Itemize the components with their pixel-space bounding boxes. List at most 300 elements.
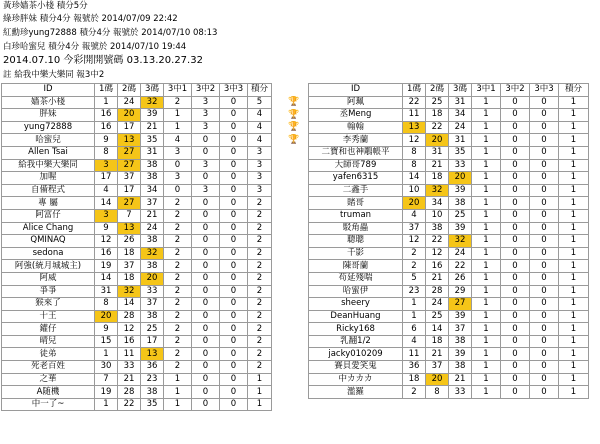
- score-cell: 1: [559, 310, 589, 323]
- hit-count-cell: 1: [472, 197, 501, 210]
- hit-count-cell: 0: [192, 335, 220, 348]
- score-cell: 2: [248, 235, 272, 248]
- score-cell: 1: [559, 209, 589, 222]
- score-cell: 2: [248, 247, 272, 260]
- player-id-cell: sheery: [309, 298, 403, 311]
- picked-number-cell: 2: [403, 247, 426, 260]
- picked-number-cell: 24: [449, 121, 472, 134]
- hit-count-cell: 0: [220, 272, 248, 285]
- picked-number-cell: 3: [95, 209, 118, 222]
- table-row: [309, 323, 589, 336]
- picked-number-cell: 13: [141, 348, 164, 361]
- hit-count-cell: 1: [472, 121, 501, 134]
- hit-count-cell: 0: [501, 96, 530, 109]
- picked-number-cell: 17: [95, 172, 118, 185]
- picked-number-cell: 16: [95, 247, 118, 260]
- score-cell: 3: [248, 146, 272, 159]
- picked-number-cell: 21: [449, 373, 472, 386]
- player-id-cell: 濫羅: [309, 386, 403, 399]
- table-row: [2, 172, 272, 185]
- hit-count-cell: 0: [530, 310, 559, 323]
- table-row: [2, 96, 272, 109]
- picked-number-cell: 18: [426, 172, 449, 185]
- table-row: [309, 121, 589, 134]
- picked-number-cell: 4: [403, 335, 426, 348]
- hit-count-cell: 0: [530, 197, 559, 210]
- picked-number-cell: 35: [141, 398, 164, 411]
- picked-number-cell: 9: [95, 323, 118, 336]
- column-header: 3中1: [472, 84, 501, 97]
- leaderboard-table-right: [308, 83, 589, 399]
- picked-number-cell: 18: [403, 373, 426, 386]
- column-header: 2碼: [426, 84, 449, 97]
- header-line-3: 紅勳珍yung72888 積分4分 報號於 2014/07/10 08:13: [3, 28, 218, 38]
- hit-count-cell: 0: [220, 298, 248, 311]
- hit-count-cell: 0: [501, 146, 530, 159]
- picked-number-cell: 37: [403, 222, 426, 235]
- picked-number-cell: 38: [141, 260, 164, 273]
- hit-count-cell: 2: [164, 335, 192, 348]
- hit-count-cell: 0: [192, 298, 220, 311]
- hit-count-cell: 2: [164, 323, 192, 336]
- table-row: [309, 272, 589, 285]
- picked-number-cell: 9: [95, 222, 118, 235]
- score-cell: 1: [559, 323, 589, 336]
- picked-number-cell: 38: [141, 172, 164, 185]
- picked-number-cell: 24: [118, 96, 141, 109]
- hit-count-cell: 0: [501, 109, 530, 122]
- hit-count-cell: 0: [530, 146, 559, 159]
- picked-number-cell: 16: [118, 335, 141, 348]
- score-cell: 1: [559, 96, 589, 109]
- player-id-cell: truman: [309, 209, 403, 222]
- hit-count-cell: 0: [530, 272, 559, 285]
- hit-count-cell: 2: [164, 298, 192, 311]
- hit-count-cell: 0: [220, 386, 248, 399]
- hit-count-cell: 0: [501, 121, 530, 134]
- score-cell: 2: [248, 197, 272, 210]
- score-cell: 3: [248, 159, 272, 172]
- hit-count-cell: 1: [472, 373, 501, 386]
- hit-count-cell: 2: [164, 285, 192, 298]
- picked-number-cell: 37: [141, 298, 164, 311]
- picked-number-cell: 21: [426, 348, 449, 361]
- picked-number-cell: 15: [95, 335, 118, 348]
- player-id-cell: sedona: [2, 247, 95, 260]
- picked-number-cell: 7: [95, 373, 118, 386]
- player-id-cell: 賽貝愛笑鬼: [309, 361, 403, 374]
- picked-number-cell: 37: [141, 197, 164, 210]
- hit-count-cell: 2: [164, 310, 192, 323]
- picked-number-cell: 34: [449, 109, 472, 122]
- hit-count-cell: 1: [472, 285, 501, 298]
- picked-number-cell: 12: [403, 134, 426, 147]
- player-id-cell: Alice Chang: [2, 222, 95, 235]
- table-row: [309, 109, 589, 122]
- table-row: [309, 184, 589, 197]
- table-row: [309, 260, 589, 273]
- picked-number-cell: 35: [141, 134, 164, 147]
- hit-count-cell: 0: [501, 298, 530, 311]
- hit-count-cell: 2: [164, 272, 192, 285]
- column-header: ID: [2, 84, 95, 97]
- picked-number-cell: 11: [403, 109, 426, 122]
- picked-number-cell: 39: [141, 109, 164, 122]
- score-cell: 1: [559, 373, 589, 386]
- picked-number-cell: 37: [449, 323, 472, 336]
- hit-count-cell: 0: [192, 222, 220, 235]
- picked-number-cell: 37: [426, 361, 449, 374]
- table-row: [2, 247, 272, 260]
- hit-count-cell: 0: [530, 247, 559, 260]
- score-cell: 1: [559, 197, 589, 210]
- picked-number-cell: 22: [449, 260, 472, 273]
- score-cell: 1: [559, 121, 589, 134]
- score-cell: 1: [559, 335, 589, 348]
- picked-number-cell: 32: [118, 285, 141, 298]
- picked-number-cell: 20: [118, 109, 141, 122]
- hit-count-cell: 1: [472, 146, 501, 159]
- player-id-cell: Allen Tsai: [2, 146, 95, 159]
- picked-number-cell: 16: [95, 109, 118, 122]
- score-cell: 2: [248, 272, 272, 285]
- score-cell: 1: [248, 398, 272, 411]
- picked-number-cell: 8: [426, 386, 449, 399]
- hit-count-cell: 1: [164, 121, 192, 134]
- picked-number-cell: 31: [426, 146, 449, 159]
- table-row: [2, 386, 272, 399]
- hit-count-cell: 0: [192, 386, 220, 399]
- hit-count-cell: 2: [164, 209, 192, 222]
- picked-number-cell: 8: [95, 298, 118, 311]
- picked-number-cell: 18: [426, 335, 449, 348]
- picked-number-cell: 27: [118, 197, 141, 210]
- picked-number-cell: 18: [118, 272, 141, 285]
- picked-number-cell: 12: [403, 235, 426, 248]
- player-id-cell: 苟延殘喘: [309, 272, 403, 285]
- hit-count-cell: 0: [501, 323, 530, 336]
- table-row: [2, 184, 272, 197]
- score-cell: 2: [248, 260, 272, 273]
- hit-count-cell: 0: [192, 235, 220, 248]
- player-id-cell: 之華: [2, 373, 95, 386]
- table-row: [2, 134, 272, 147]
- picked-number-cell: 11: [403, 348, 426, 361]
- hit-count-cell: 0: [220, 134, 248, 147]
- picked-number-cell: 33: [141, 285, 164, 298]
- column-header: 3中3: [530, 84, 559, 97]
- picked-number-cell: 12: [426, 247, 449, 260]
- hit-count-cell: 1: [164, 373, 192, 386]
- table-row: [309, 285, 589, 298]
- player-id-cell: 中カカカ: [309, 373, 403, 386]
- score-cell: 1: [559, 222, 589, 235]
- picked-number-cell: 10: [403, 184, 426, 197]
- picked-number-cell: 10: [426, 209, 449, 222]
- picked-number-cell: 3: [95, 159, 118, 172]
- hit-count-cell: 4: [164, 134, 192, 147]
- table-row: [2, 373, 272, 386]
- player-id-cell: 二寶和也神鵰帳平: [309, 146, 403, 159]
- score-cell: 1: [559, 260, 589, 273]
- hit-count-cell: 0: [220, 96, 248, 109]
- picked-number-cell: 25: [141, 323, 164, 336]
- hit-count-cell: 2: [164, 235, 192, 248]
- hit-count-cell: 0: [501, 222, 530, 235]
- player-id-cell: 死老百姓: [2, 361, 95, 374]
- hit-count-cell: 0: [530, 235, 559, 248]
- hit-count-cell: 0: [220, 184, 248, 197]
- picked-number-cell: 33: [449, 386, 472, 399]
- column-header: 2碼: [118, 84, 141, 97]
- picked-number-cell: 17: [118, 121, 141, 134]
- picked-number-cell: 1: [95, 398, 118, 411]
- player-id-cell: 陳哥蘭: [309, 260, 403, 273]
- hit-count-cell: 1: [472, 109, 501, 122]
- picked-number-cell: 21: [141, 121, 164, 134]
- hit-count-cell: 0: [501, 209, 530, 222]
- picked-number-cell: 39: [449, 348, 472, 361]
- picked-number-cell: 2: [403, 386, 426, 399]
- hit-count-cell: 0: [530, 159, 559, 172]
- player-id-cell: 阿威: [2, 272, 95, 285]
- hit-count-cell: 0: [220, 348, 248, 361]
- hit-count-cell: 0: [220, 247, 248, 260]
- picked-number-cell: 33: [118, 361, 141, 374]
- hit-count-cell: 1: [164, 398, 192, 411]
- picked-number-cell: 22: [426, 121, 449, 134]
- picked-number-cell: 24: [426, 298, 449, 311]
- score-cell: 1: [559, 247, 589, 260]
- picked-number-cell: 25: [426, 310, 449, 323]
- picked-number-cell: 14: [95, 197, 118, 210]
- picked-number-cell: 38: [449, 335, 472, 348]
- table-row: [309, 209, 589, 222]
- table-row: [2, 109, 272, 122]
- hit-count-cell: 2: [164, 361, 192, 374]
- table-row: [309, 361, 589, 374]
- table-row: [309, 159, 589, 172]
- picked-number-cell: 1: [95, 348, 118, 361]
- hit-count-cell: 0: [501, 386, 530, 399]
- header-line-2: 綠珍胖妹 積分4分 報號於 2014/07/09 22:42: [3, 14, 178, 24]
- score-cell: 2: [248, 361, 272, 374]
- hit-count-cell: 0: [220, 335, 248, 348]
- picked-number-cell: 18: [118, 247, 141, 260]
- picked-number-cell: 27: [118, 146, 141, 159]
- player-id-cell: 十王: [2, 310, 95, 323]
- picked-number-cell: 14: [118, 298, 141, 311]
- picked-number-cell: 16: [95, 121, 118, 134]
- hit-count-cell: 0: [192, 209, 220, 222]
- table-row: [2, 121, 272, 134]
- hit-count-cell: 0: [192, 310, 220, 323]
- table-row: [2, 209, 272, 222]
- hit-count-cell: 0: [530, 335, 559, 348]
- hit-count-cell: 0: [501, 260, 530, 273]
- table-row: [309, 172, 589, 185]
- score-cell: 2: [248, 222, 272, 235]
- score-cell: 3: [248, 172, 272, 185]
- picked-number-cell: 4: [403, 209, 426, 222]
- picked-number-cell: 19: [95, 260, 118, 273]
- hit-count-cell: 0: [501, 134, 530, 147]
- hit-count-cell: 0: [220, 109, 248, 122]
- table-row: [2, 222, 272, 235]
- table-row: [309, 335, 589, 348]
- column-header: 3中2: [192, 84, 220, 97]
- score-cell: 4: [248, 109, 272, 122]
- player-id-cell: QMINAQ: [2, 235, 95, 248]
- picked-number-cell: 38: [426, 222, 449, 235]
- picked-number-cell: 31: [95, 285, 118, 298]
- hit-count-cell: 0: [192, 323, 220, 336]
- hit-count-cell: 0: [530, 96, 559, 109]
- player-id-cell: 鑵仔: [2, 323, 95, 336]
- picked-number-cell: 27: [449, 298, 472, 311]
- column-header: 3碼: [449, 84, 472, 97]
- trophy-green-icon: 🏆: [288, 109, 300, 120]
- picked-number-cell: 13: [118, 134, 141, 147]
- picked-number-cell: 21: [118, 373, 141, 386]
- hit-count-cell: 1: [472, 184, 501, 197]
- player-id-cell: 自備程式: [2, 184, 95, 197]
- hit-count-cell: 0: [530, 184, 559, 197]
- score-cell: 2: [248, 323, 272, 336]
- player-id-cell: 賭哥: [309, 197, 403, 210]
- picked-number-cell: 32: [426, 184, 449, 197]
- table-header-row: [309, 84, 589, 97]
- column-header: 1碼: [95, 84, 118, 97]
- table-row: [309, 373, 589, 386]
- hit-count-cell: 0: [501, 159, 530, 172]
- score-cell: 1: [559, 348, 589, 361]
- picked-number-cell: 36: [141, 361, 164, 374]
- picked-number-cell: 20: [403, 197, 426, 210]
- hit-count-cell: 0: [220, 222, 248, 235]
- hit-count-cell: 0: [530, 134, 559, 147]
- picked-number-cell: 2: [403, 260, 426, 273]
- hit-count-cell: 0: [501, 197, 530, 210]
- hit-count-cell: 1: [472, 222, 501, 235]
- hit-count-cell: 3: [164, 172, 192, 185]
- hit-count-cell: 0: [501, 172, 530, 185]
- player-id-cell: Ricky168: [309, 323, 403, 336]
- score-cell: 1: [559, 361, 589, 374]
- player-id-cell: 徒弟: [2, 348, 95, 361]
- score-cell: 1: [559, 109, 589, 122]
- table-row: [2, 361, 272, 374]
- picked-number-cell: 19: [95, 386, 118, 399]
- picked-number-cell: 13: [403, 121, 426, 134]
- picked-number-cell: 26: [118, 235, 141, 248]
- picked-number-cell: 38: [141, 386, 164, 399]
- table-row: [309, 197, 589, 210]
- score-cell: 5: [248, 96, 272, 109]
- player-id-cell: 阿強(統月城城主): [2, 260, 95, 273]
- hit-count-cell: 0: [192, 361, 220, 374]
- score-cell: 2: [248, 335, 272, 348]
- hit-count-cell: 2: [164, 260, 192, 273]
- score-cell: 1: [559, 298, 589, 311]
- column-header: 1碼: [403, 84, 426, 97]
- player-id-cell: 翰翰: [309, 121, 403, 134]
- header-line-4: 白珍哈蜜兒 積分4分 報號於 2014/07/10 19:44: [3, 42, 187, 52]
- picked-number-cell: 20: [426, 373, 449, 386]
- picked-number-cell: 1: [95, 96, 118, 109]
- table-row: [2, 335, 272, 348]
- score-cell: 1: [559, 159, 589, 172]
- picked-number-cell: 20: [426, 134, 449, 147]
- hit-count-cell: 0: [501, 335, 530, 348]
- column-header: ID: [309, 84, 403, 97]
- hit-count-cell: 2: [164, 348, 192, 361]
- score-cell: 2: [248, 348, 272, 361]
- hit-count-cell: 0: [192, 146, 220, 159]
- player-id-cell: yung72888: [2, 121, 95, 134]
- column-header: 3碼: [141, 84, 164, 97]
- picked-number-cell: 38: [141, 310, 164, 323]
- picked-number-cell: 21: [141, 209, 164, 222]
- player-id-cell: yafen6315: [309, 172, 403, 185]
- table-row: [309, 386, 589, 399]
- player-id-cell: 嬙茶小棧: [2, 96, 95, 109]
- picked-number-cell: 36: [403, 361, 426, 374]
- hit-count-cell: 0: [220, 197, 248, 210]
- picked-number-cell: 16: [426, 260, 449, 273]
- picked-number-cell: 14: [95, 272, 118, 285]
- picked-number-cell: 8: [403, 146, 426, 159]
- picked-number-cell: 23: [403, 285, 426, 298]
- hit-count-cell: 0: [530, 386, 559, 399]
- hit-count-cell: 1: [472, 272, 501, 285]
- player-id-cell: 阿富仔: [2, 209, 95, 222]
- table-row: [309, 146, 589, 159]
- picked-number-cell: 22: [118, 398, 141, 411]
- table-row: [309, 222, 589, 235]
- player-id-cell: 猴來了: [2, 298, 95, 311]
- player-id-cell: 駁角蟲: [309, 222, 403, 235]
- player-id-cell: 千影: [309, 247, 403, 260]
- picked-number-cell: 18: [426, 109, 449, 122]
- score-cell: 4: [248, 121, 272, 134]
- table-row: [309, 298, 589, 311]
- picked-number-cell: 39: [449, 184, 472, 197]
- score-cell: 3: [248, 184, 272, 197]
- picked-number-cell: 34: [141, 184, 164, 197]
- picked-number-cell: 27: [118, 159, 141, 172]
- table-row: [2, 260, 272, 273]
- hit-count-cell: 0: [192, 272, 220, 285]
- hit-count-cell: 1: [472, 323, 501, 336]
- picked-number-cell: 22: [426, 235, 449, 248]
- picked-number-cell: 32: [141, 96, 164, 109]
- table-row: [2, 197, 272, 210]
- picked-number-cell: 1: [403, 298, 426, 311]
- picked-number-cell: 31: [449, 96, 472, 109]
- hit-count-cell: 0: [530, 348, 559, 361]
- header-line-1: 黃珍嬙茶小棧 積分5分: [3, 1, 88, 11]
- hit-count-cell: 0: [530, 373, 559, 386]
- hit-count-cell: 0: [192, 348, 220, 361]
- picked-number-cell: 31: [449, 134, 472, 147]
- picked-number-cell: 32: [141, 247, 164, 260]
- picked-number-cell: 20: [141, 272, 164, 285]
- hit-count-cell: 0: [501, 310, 530, 323]
- picked-number-cell: 8: [95, 146, 118, 159]
- hit-count-cell: 0: [530, 209, 559, 222]
- hit-count-cell: 0: [220, 121, 248, 134]
